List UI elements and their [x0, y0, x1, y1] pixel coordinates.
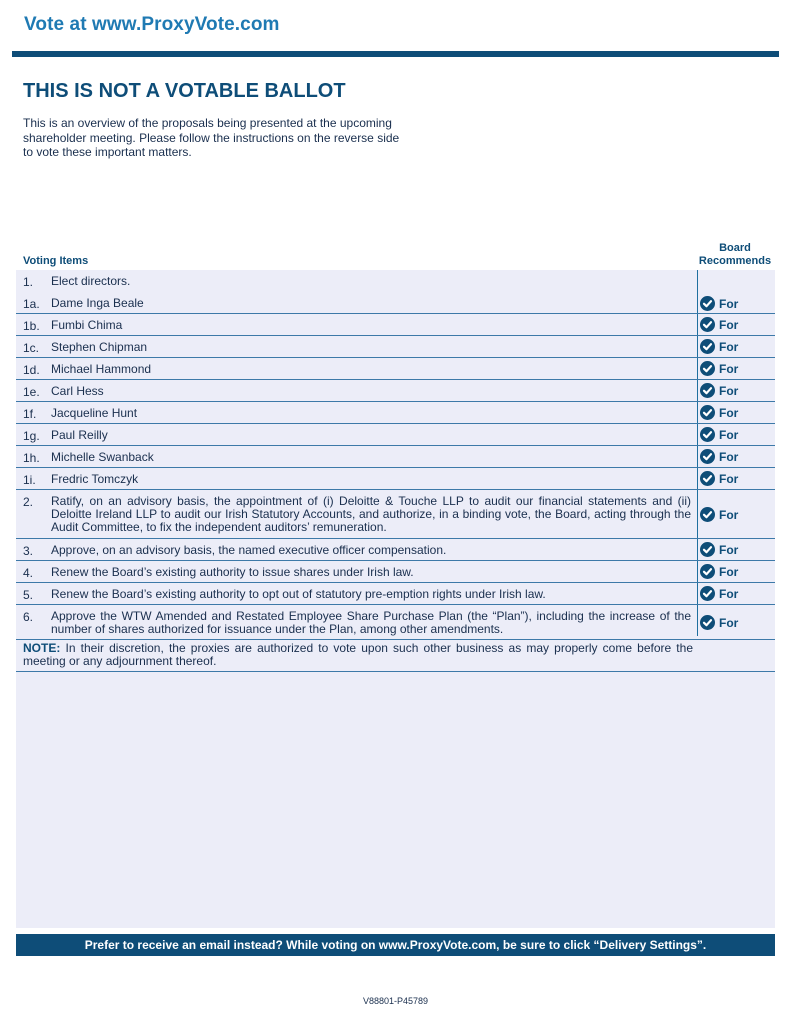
check-circle-icon [700, 383, 715, 398]
item-number: 1e. [23, 385, 40, 399]
table-row [16, 583, 775, 605]
recommendation-label: For [719, 449, 739, 464]
table-row [16, 358, 775, 380]
check-circle-icon [700, 615, 715, 630]
item-text: Dame Inga Beale [51, 296, 144, 310]
board-recommendation [700, 427, 738, 442]
recommendation-label: For [719, 427, 739, 442]
check-circle-icon [700, 586, 715, 601]
table-row [16, 468, 775, 490]
board-recommendation [700, 405, 738, 420]
item-number: 1g. [23, 429, 40, 443]
check-circle-icon [700, 564, 715, 579]
note-paragraph [23, 642, 693, 668]
board-header-line1: Board [719, 242, 751, 254]
item-number: 1b. [23, 319, 40, 333]
recommendation-label: For [719, 542, 739, 557]
item-number: 1. [23, 275, 34, 289]
item-text: Michelle Swanback [51, 450, 154, 464]
document-id: V88801-P45789 [362, 996, 429, 1006]
table-row [16, 490, 775, 539]
table-row [16, 561, 775, 583]
item-number: 1h. [23, 451, 40, 465]
page-title: THIS IS NOT A VOTABLE BALLOT [23, 80, 346, 102]
board-recommendation [700, 507, 738, 522]
recommendation-label: For [719, 471, 739, 486]
item-text: Fredric Tomczyk [51, 472, 139, 486]
board-recommendation [700, 471, 738, 486]
voting-items-table [16, 270, 775, 640]
check-circle-icon [700, 296, 715, 311]
item-number: 1c. [23, 341, 40, 355]
item-text: Jacqueline Hunt [51, 406, 138, 420]
board-recommendation [700, 586, 738, 601]
table-row [16, 292, 775, 314]
table-row [16, 336, 775, 358]
header-divider [12, 51, 779, 57]
recommendation-label: For [719, 507, 739, 522]
item-text: Paul Reilly [51, 428, 108, 442]
table-row [16, 402, 775, 424]
recommendation-label: For [719, 564, 739, 579]
check-circle-icon [700, 361, 715, 376]
intro-paragraph: This is an overview of the proposals being presented at the upcoming shareholder meeting. Please follow the instructions on the reverse side to vote these important matters. [23, 116, 400, 159]
board-recommendation [700, 383, 738, 398]
table-row [16, 380, 775, 402]
item-text: Fumbi Chima [51, 318, 123, 332]
voting-items-header: Voting Items [23, 255, 89, 267]
item-text: Stephen Chipman [51, 340, 148, 354]
board-recommendation [700, 317, 738, 332]
table-row [16, 270, 775, 292]
check-circle-icon [700, 542, 715, 557]
item-text: Renew the Board’s existing authority to opt out of statutory pre-emption rights under Irish law. [51, 587, 546, 601]
board-recommendation [700, 449, 738, 464]
item-text: Elect directors. [51, 274, 131, 288]
board-recommendation [700, 339, 738, 354]
board-recommends-header [695, 242, 775, 268]
board-recommendation [700, 296, 738, 311]
check-circle-icon [700, 317, 715, 332]
recommendation-label: For [719, 383, 739, 398]
item-text: Approve the WTW Amended and Restated Employee Share Purchase Plan (the “Plan”), including the increase of the number of shares authorized for issuance under the Plan, among other amendments. [51, 609, 691, 636]
table-row [16, 539, 775, 561]
board-recommendation [700, 361, 738, 376]
item-text: Carl Hess [51, 384, 104, 398]
item-number: 1i. [23, 473, 36, 487]
check-circle-icon [700, 507, 715, 522]
item-number: 3. [23, 544, 34, 558]
check-circle-icon [700, 339, 715, 354]
note-label: NOTE: [23, 641, 61, 655]
item-number: 4. [23, 566, 34, 580]
recommendation-label: For [719, 361, 739, 376]
header-title: Vote at www.ProxyVote.com [24, 14, 280, 35]
item-number: 1d. [23, 363, 40, 377]
board-header-line2: Recommends [698, 255, 772, 267]
item-number: 5. [23, 588, 34, 602]
check-circle-icon [700, 405, 715, 420]
recommendation-label: For [719, 405, 739, 420]
item-number: 2. [23, 495, 34, 509]
table-row [16, 446, 775, 468]
check-circle-icon [700, 449, 715, 464]
item-text: Michael Hammond [51, 362, 152, 376]
check-circle-icon [700, 471, 715, 486]
note-text: In their discretion, the proxies are authorized to vote upon such other business as may properly come before the meeting or any adjournment thereof. [23, 641, 693, 668]
recommendation-label: For [719, 296, 739, 311]
item-number: 1f. [23, 407, 37, 421]
recommendation-label: For [719, 586, 739, 601]
recommendation-label: For [719, 615, 739, 630]
board-recommendation [700, 615, 738, 630]
table-row [16, 314, 775, 336]
check-circle-icon [700, 427, 715, 442]
board-recommendation [700, 564, 738, 579]
item-text: Renew the Board’s existing authority to issue shares under Irish law. [51, 565, 414, 579]
item-text: Approve, on an advisory basis, the named executive officer compensation. [51, 543, 447, 557]
recommendation-label: For [719, 317, 739, 332]
note-divider [16, 671, 775, 672]
table-row [16, 605, 775, 640]
board-recommendation [700, 542, 738, 557]
recommendation-label: For [719, 339, 739, 354]
item-number: 1a. [23, 297, 40, 311]
item-number: 6. [23, 610, 34, 624]
footer-banner: Prefer to receive an email instead? While voting on www.ProxyVote.com, be sure to click “Delivery Settings”. [16, 934, 775, 956]
table-row [16, 424, 775, 446]
item-text: Ratify, on an advisory basis, the appointment of (i) Deloitte & Touche LLP to audit our financial statements and (ii) Deloitte Ireland LLP to audit our Irish Statutory Accounts, and authorize, in a binding vote, the Board, acting through the Audit Committee, to fix the independent auditors’ remuneration. [51, 494, 691, 534]
